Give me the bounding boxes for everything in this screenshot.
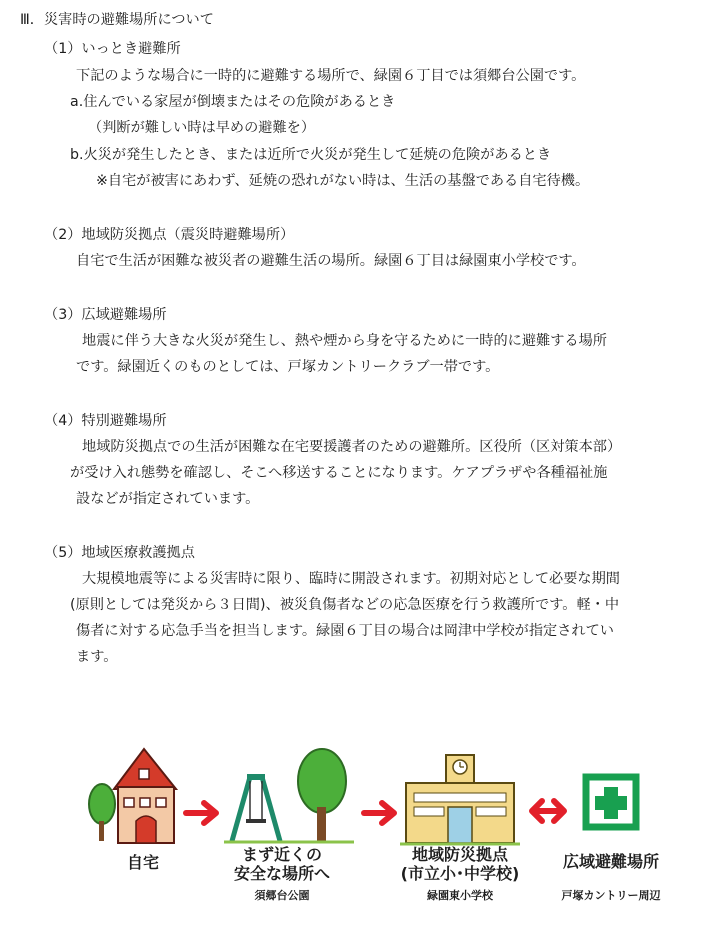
s5-line-1: 大規模地震等による災害時に限り、臨時に開設されます。初期対応として必要な期間 bbox=[82, 571, 620, 587]
tree-icon bbox=[298, 749, 346, 841]
park-label-line-1: まず近くの bbox=[241, 845, 322, 864]
school-building-icon bbox=[406, 755, 514, 843]
s3-line-1: 地震に伴う大きな火災が発生し、熱や煙から身を守るために一時的に避難する場所 bbox=[82, 333, 607, 349]
park-name: 須郷台公園 bbox=[254, 889, 310, 902]
s5-line-3: 傷者に対する応急手当を担当します。緑園６丁目の場合は岡津中学校が指定されてい bbox=[76, 623, 614, 639]
double-arrow-icon bbox=[532, 801, 564, 821]
school-label-line-1: 地域防災拠点 bbox=[411, 845, 508, 864]
house-icon bbox=[114, 749, 176, 843]
s1-item-b: b.火災が発生したとき、または近所で火災が発生して延焼の危険があるとき bbox=[70, 147, 552, 163]
shrub-icon bbox=[89, 784, 115, 841]
s4-line-2: が受け入れ態勢を確認し、そこへ移送することになります。ケアプラザや各種福祉施 bbox=[70, 465, 608, 481]
home-label: 自宅 bbox=[126, 853, 159, 872]
wide-area-name: 戸塚カントリー周辺 bbox=[561, 889, 661, 902]
s5-line-4: ます。 bbox=[76, 649, 118, 665]
s5-heading: （5）地域医療救護拠点 bbox=[44, 545, 195, 561]
s1-item-a: a.住んでいる家屋が倒壊またはその危険があるとき bbox=[70, 94, 396, 110]
s2-body: 自宅で生活が困難な被災者の避難生活の場所。緑園６丁目は緑園東小学校です。 bbox=[76, 253, 586, 269]
s3-heading: （3）広域避難場所 bbox=[44, 307, 167, 323]
arrow-right-icon bbox=[364, 803, 394, 823]
park-label-line-2: 安全な場所へ bbox=[233, 864, 330, 883]
school-label-line-2: (市立小･中学校) bbox=[400, 864, 520, 883]
evacuation-flow-graphic bbox=[84, 741, 674, 931]
s3-line-2: です。緑園近くのものとしては、戸塚カントリークラブ一帯です。 bbox=[76, 359, 500, 375]
wide-area-label: 広域避難場所 bbox=[562, 852, 659, 871]
s4-line-3: 設などが指定されています。 bbox=[76, 491, 260, 507]
s4-line-1: 地域防災拠点での生活が困難な在宅要援護者のための避難所。区役所（区対策本部） bbox=[82, 439, 622, 455]
s2-heading: （2）地域防災拠点（震災時避難場所） bbox=[44, 227, 295, 243]
s1-heading: （1）いっとき避難所 bbox=[44, 41, 181, 57]
s1-intro: 下記のような場合に一時的に避難する場所で、緑園６丁目では須郷台公園です。 bbox=[76, 68, 586, 84]
swing-icon bbox=[232, 777, 280, 841]
s1-item-b-note: ※自宅が被害にあわず、延焼の恐れがない時は、生活の基盤である自宅待機。 bbox=[96, 173, 590, 189]
evacuation-sign-icon bbox=[586, 777, 636, 827]
s5-line-2: (原則としては発災から３日間)、被災負傷者などの応急医療を行う救護所です。軽・中 bbox=[70, 597, 620, 613]
arrow-right-icon bbox=[186, 803, 216, 823]
school-name: 緑園東小学校 bbox=[427, 889, 493, 902]
section-title: Ⅲ．災害時の避難場所について bbox=[20, 12, 214, 28]
s1-item-a-note: （判断が難しい時は早めの避難を） bbox=[88, 120, 316, 136]
evacuation-flow-illustration bbox=[84, 741, 674, 931]
s4-heading: （4）特別避難場所 bbox=[44, 413, 167, 429]
